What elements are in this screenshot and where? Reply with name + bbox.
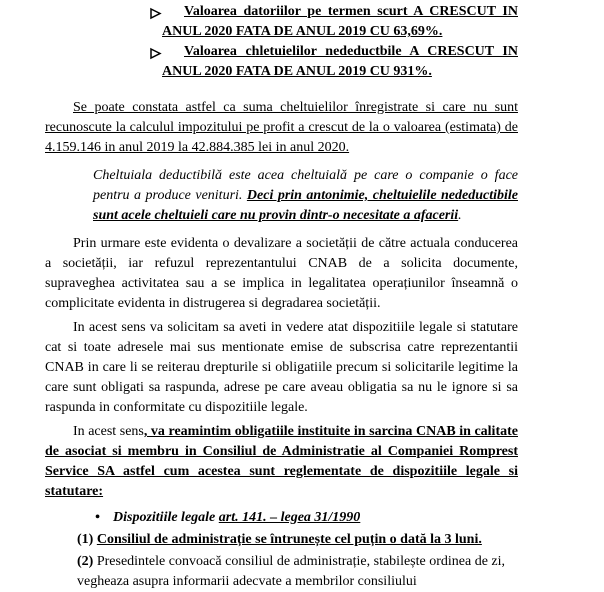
bullet-dot-icon: • bbox=[95, 510, 100, 525]
clause-text: Consiliul de administrație se întrunește cel puțin o dată la 3 luni. bbox=[96, 532, 482, 547]
bullet-text: Valoarea chletuielilor nedeductbile A CRESCUT IN ANUL 2020 FATA DE ANUL 2019 CU 931%. bbox=[162, 44, 518, 79]
definitie-tail-text: . bbox=[458, 208, 462, 223]
legal-ref: art. 141. – legea 31/1990 bbox=[218, 510, 361, 525]
legal-label: Dispozitiile legale bbox=[113, 510, 219, 525]
list-item bbox=[45, 42, 518, 82]
summary-bullet-list bbox=[45, 2, 518, 82]
para-devalizare: Prin urmare este evidenta o devalizare a societății de către actuala conducerea a societății, iar refuzul reprezentantului CNAB de a solicita documente, supraveghea activitatea sau a se implica in legalitatea operațiunilor înseamnă o complicitate evidenta in distrugerea si degradarea societății. bbox=[45, 236, 518, 311]
clause-text: Presedintele convoacă consiliul de administrație, stabilește ordinea de zi, vegheaza asupra informarii adecvate a membrilor consiliului bbox=[77, 554, 506, 589]
reamintim-bold-text: , va reamintim obligatiile instituite in sarcina CNAB in calitate de asociat si membru in Consiliul de Administratie al Companiei Romprest Service SA astfel cum acestea sunt reglementate de dispozitiile legale si statutare: bbox=[45, 424, 518, 499]
legal-reference-bullet bbox=[95, 508, 518, 528]
para-suma-cheltuieli: Se poate constata astfel ca suma cheltuielilor înregistrate si care nu sunt recunoscute la calculul impozitului pe profit a crescut de la o valoarea (estimata) de 4.159.146 in anul 2019 la 42.884.385 lei in anul 2020. bbox=[45, 100, 518, 155]
reamintim-normal-text: In acest sens bbox=[73, 424, 144, 439]
arrow-bullet-icon bbox=[150, 46, 161, 57]
para-definitie-cheltuiala bbox=[93, 166, 518, 226]
list-item bbox=[45, 2, 518, 42]
definitie-normal-text: Cheltuiala deductibilă este acea cheltuială pe care o companie o face pentru a produce venituri. bbox=[93, 168, 518, 203]
clause-number: (2) bbox=[77, 554, 94, 569]
definitie-bold-text: Deci prin antonimie, cheltuielile nedeductibile sunt acele cheltuieli care nu provin dintr-o necesitate a afacerii bbox=[93, 188, 518, 223]
clause-2 bbox=[77, 552, 518, 592]
clause-1 bbox=[77, 530, 518, 550]
clause-number: (1) bbox=[77, 532, 94, 547]
bullet-text: Valoarea datoriilor pe termen scurt A CRESCUT IN ANUL 2020 FATA DE ANUL 2019 CU 63,69%. bbox=[162, 4, 518, 39]
para-reamintim bbox=[45, 422, 518, 502]
arrow-bullet-icon bbox=[150, 6, 161, 17]
para-solicitam: In acest sens va solicitam sa aveti in vedere atat dispozitiile legale si statutare cat si toate adresele mai sus mentionate emise de subscrisa catre reprezentantii CNAB in care li se reiterau drepturile si obligatiile precum si solicitarile legitime la care sunt obligati sa raspunda, adrese pe care aveau obligatia sa nu le ignore si sa raspunda in conformitate cu dispozitiile legale. bbox=[45, 320, 518, 415]
